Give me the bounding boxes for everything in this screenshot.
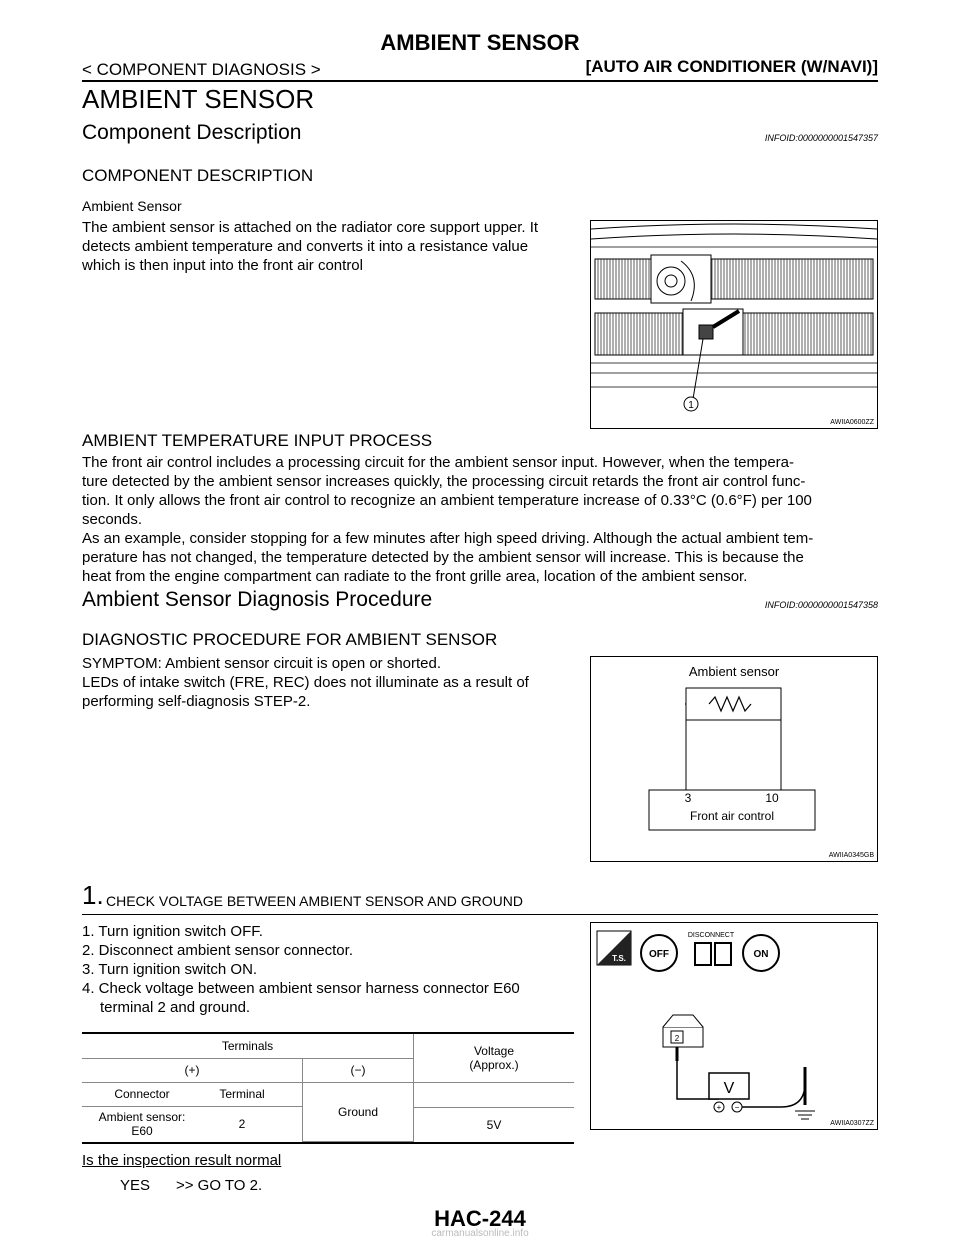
header-section: [AUTO AIR CONDITIONER (W/NAVI)] [585,57,878,76]
measurement-figure [590,922,878,1130]
table-row-ambient-sensor [82,1107,303,1142]
table-header-plus: (+) [82,1058,303,1082]
approx-label: (Approx.) [469,1057,519,1072]
connector-icon [695,943,711,965]
terminal-number: 2 [238,1117,246,1132]
table-header-minus: (−) [303,1058,414,1082]
text-line: The ambient sensor is attached on the radiator core support upper. It [82,219,539,236]
voltage-spec-table [82,1032,574,1144]
pin-label: 2 [674,1034,680,1043]
connector-label: Connector [114,1087,170,1102]
instruction-line: 3. Turn ignition switch ON. [82,961,258,978]
instruction-line: 1. Turn ignition switch OFF. [82,923,263,940]
minus-label: − [734,1103,740,1112]
figure-id: AWIIA0600ZZ [830,419,874,426]
text-line: SYMPTOM: Ambient sensor circuit is open or shorted. [82,655,442,672]
pin-label-3: 3 [684,791,692,805]
circuit-diagram [591,657,877,861]
subheading-diagnostic-procedure: DIAGNOSTIC PROCEDURE FOR AMBIENT SENSOR [82,630,498,649]
sensor-location-illustration [591,221,877,428]
measurement-illustration [591,923,877,1129]
front-air-control-label: Front air control [689,809,775,823]
sensor-location-figure [590,220,878,429]
figure-id: AWIIA0345GB [828,852,874,859]
ts-label: T.S. [612,954,626,963]
table-cell-blank [414,1082,575,1142]
text-line: perature has not changed, the temperature detected by the ambient sensor will increase. This is because the [82,549,804,566]
info-id: INFOID:0000000001547358 [764,600,878,610]
component-description-text [82,218,577,275]
step-instructions [82,922,577,1017]
voltage-label: Voltage [473,1043,515,1058]
table-header-voltage [414,1034,575,1082]
step-title: CHECK VOLTAGE BETWEEN AMBIENT SENSOR AND GROUND [106,893,523,909]
symptom-text [82,654,577,711]
section-title-diagnosis-procedure: Ambient Sensor Diagnosis Procedure [82,588,433,611]
table-header-connector-terminal [82,1082,303,1107]
table-cell-ground: Ground [303,1082,414,1142]
info-id: INFOID:0000000001547357 [764,133,878,143]
text-line: performing self-diagnosis STEP-2. [82,693,311,710]
instruction-line: 4. Check voltage between ambient sensor harness connector E60 [82,980,520,997]
off-label: OFF [649,949,669,960]
on-label: ON [753,949,769,960]
text-line: ture detected by the ambient sensor increases quickly, the processing circuit retards the front air control func- [82,473,806,490]
spec-table [82,1034,574,1142]
instruction-line: 2. Disconnect ambient sensor connector. [82,942,353,959]
figure-id: AWIIA0307ZZ [830,1120,874,1127]
circuit-diagram-figure [590,656,878,862]
disconnect-label: DISCONNECT [687,932,735,939]
header-rule [82,80,878,82]
watermark: carmanualsonline.info [431,1228,529,1239]
text-line: seconds. [82,511,143,528]
yes-label: YES [120,1177,151,1194]
header-title: AMBIENT SENSOR [380,30,580,55]
subheading-ambient-temperature-input: AMBIENT TEMPERATURE INPUT PROCESS [82,431,433,450]
header-breadcrumb: < COMPONENT DIAGNOSIS > [82,60,321,79]
text-line: which is then input into the front air control [82,257,363,274]
table-header-terminals: Terminals [82,1034,414,1058]
page-title: AMBIENT SENSOR [82,84,315,114]
step-number: 1. [82,880,104,910]
yes-action: >> GO TO 2. [176,1177,263,1194]
text-line: tion. It only allows the front air control to recognize an ambient temperature increase of 0.33°C (0.6°F) per 100 [82,492,812,509]
plus-label: + [716,1103,722,1112]
text-line: heat from the engine compartment can radiate to the front grille area, location of the ambient sensor. [82,568,748,585]
text-line: detects ambient temperature and converts it into a resistance value [82,238,529,255]
page-number: HAC-244 [434,1206,526,1231]
text-line: As an example, consider stopping for a few minutes after high speed driving. Although the actual ambient tem- [82,530,814,547]
subheading-component-description: COMPONENT DESCRIPTION [82,166,314,185]
ambient-temperature-text [82,453,878,586]
voltmeter-label: V [723,1080,735,1097]
callout-label: 1 [688,400,694,411]
instruction-line: terminal 2 and ground. [100,999,251,1016]
text-line: LEDs of intake switch (FRE, REC) does not illuminate as a result of [82,674,529,691]
text-line: The front air control includes a processing circuit for the ambient sensor input. However, when the tempera- [82,454,795,471]
subheading-ambient-sensor: Ambient Sensor [82,198,182,214]
pin-label-10: 10 [765,791,779,805]
terminal-label: Terminal [219,1087,265,1102]
table-cell-value: 5V [414,1107,574,1142]
inspection-question: Is the inspection result normal [82,1152,282,1169]
step-rule [82,914,878,915]
section-title-component-description: Component Description [82,121,302,144]
connector-code: E60 [131,1124,153,1139]
connector-name: Ambient sensor: [98,1110,186,1125]
sensor-label: Ambient sensor [688,664,780,679]
